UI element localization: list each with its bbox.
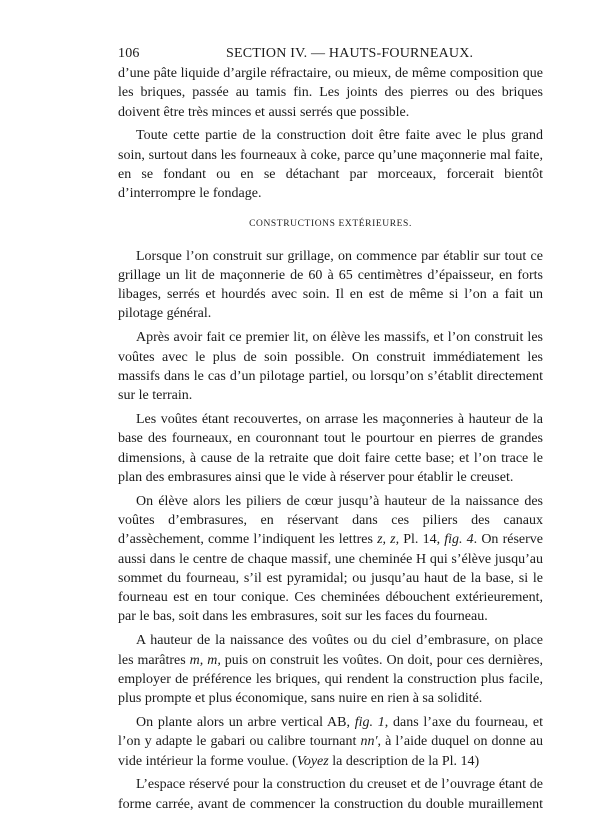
text-run: On élève alors les piliers de cœur jusqu’à hauteur de la naissance des voûtes d’embrasures, en réservant dans ces piliers des canaux d’assèchement, comme l’indiquent les lettres — [118, 493, 543, 548]
figure-reference: fig. 4 — [444, 532, 474, 548]
paragraph: Lorsque l’on construit sur grillage, on commence par établir sur tout ce grillage un lit de maçonnerie de 60 à 65 centimètres d’épaisseur, en forts libages, serrés et hourdés avec soin. Il en est de même si l’on a fait un pilotage général. — [118, 248, 543, 322]
italic-letters: m, m, — [189, 652, 221, 668]
text-run: , à l’aide duquel on donne au vide intérieur la forme voulue. ( — [118, 734, 544, 769]
text-run: la description de la Pl. 14) — [328, 753, 480, 769]
paragraph — [118, 492, 543, 627]
italic-letters: nn′ — [360, 734, 378, 750]
figure-reference: fig. 1 — [354, 714, 385, 730]
text-run: puis on construit les voûtes. On doit, pour ces dernières, employer de préférence les briques, qui rendent la construction plus facile, plus prompte et plus économique, sans nuire en rien à sa solidité. — [118, 652, 543, 707]
running-header — [118, 46, 543, 64]
paragraph: Toute cette partie de la construction doit être faite avec le plus grand soin, surtout dans les fourneaux à coke, parce qu’une maçonnerie mal faite, en se fondant ou en se détachant par morceaux, forcerait bientôt d’interrompre le fondage. — [118, 128, 543, 202]
paragraph — [118, 713, 543, 771]
paragraph-continuation: d’une pâte liquide d’argile réfractaire, ou mieux, de même composition que les briques, passée au tamis fin. Les joints des pierres ou des briques doivent être très minces et aussi serrés que possible. — [118, 66, 543, 120]
text-run: Pl. 14, — [399, 532, 445, 548]
running-title: SECTION IV. — HAUTS-FOURNEAUX. — [226, 46, 474, 61]
italic-letters: z, z, — [377, 532, 400, 548]
paragraph-continues: L’espace réservé pour la construction du creuset et de l’ouvrage étant de forme carrée, avant de commencer la construction du double muraillement — [118, 777, 543, 812]
paragraph: Après avoir fait ce premier lit, on élève les massifs, et l’on construit les voûtes avec le plus de soin possible. On construit immédiatement les massifs dans le cas d’un pilotage partiel, ou lorsqu’on s’établit directement sur le terrain. — [118, 330, 543, 404]
section-heading: CONSTRUCTIONS EXTÉRIEURES. — [249, 218, 412, 229]
text-run: , dans l’axe du fourneau, et l’on y adapte le gabari ou calibre tournant — [118, 714, 544, 750]
paragraph: Les voûtes étant recouvertes, on arrase les maçonneries à hauteur de la base des fourneaux, en couronnant tout le pourtour en pierres de grandes dimensions, à cause de la retraite que doit faire cette base; et l’on trace le plan des embrasures ainsi que le vide à réserver pour établir le creuset. — [118, 411, 543, 485]
paragraph — [118, 631, 543, 708]
text-run: On plante alors un arbre vertical AB, — [136, 714, 355, 730]
page-body — [118, 64, 543, 814]
text-run: . On réserve aussi dans le centre de chaque massif, une cheminée H qui s’élève jusqu’au sommet du fourneau, s’il est pyramidal; ou jusqu’au haut de la base, si le fourneau est en tour conique. Ces cheminées débouchent extérieurement, par le bas, soit dans les embrasures, soit sur les faces du fourneau. — [118, 532, 543, 625]
italic-word: Voyez — [296, 753, 329, 769]
text-run: A hauteur de la naissance des voûtes ou du ciel d’embrasure, on place les marâtres — [118, 633, 543, 668]
page-number: 106 — [118, 46, 140, 61]
